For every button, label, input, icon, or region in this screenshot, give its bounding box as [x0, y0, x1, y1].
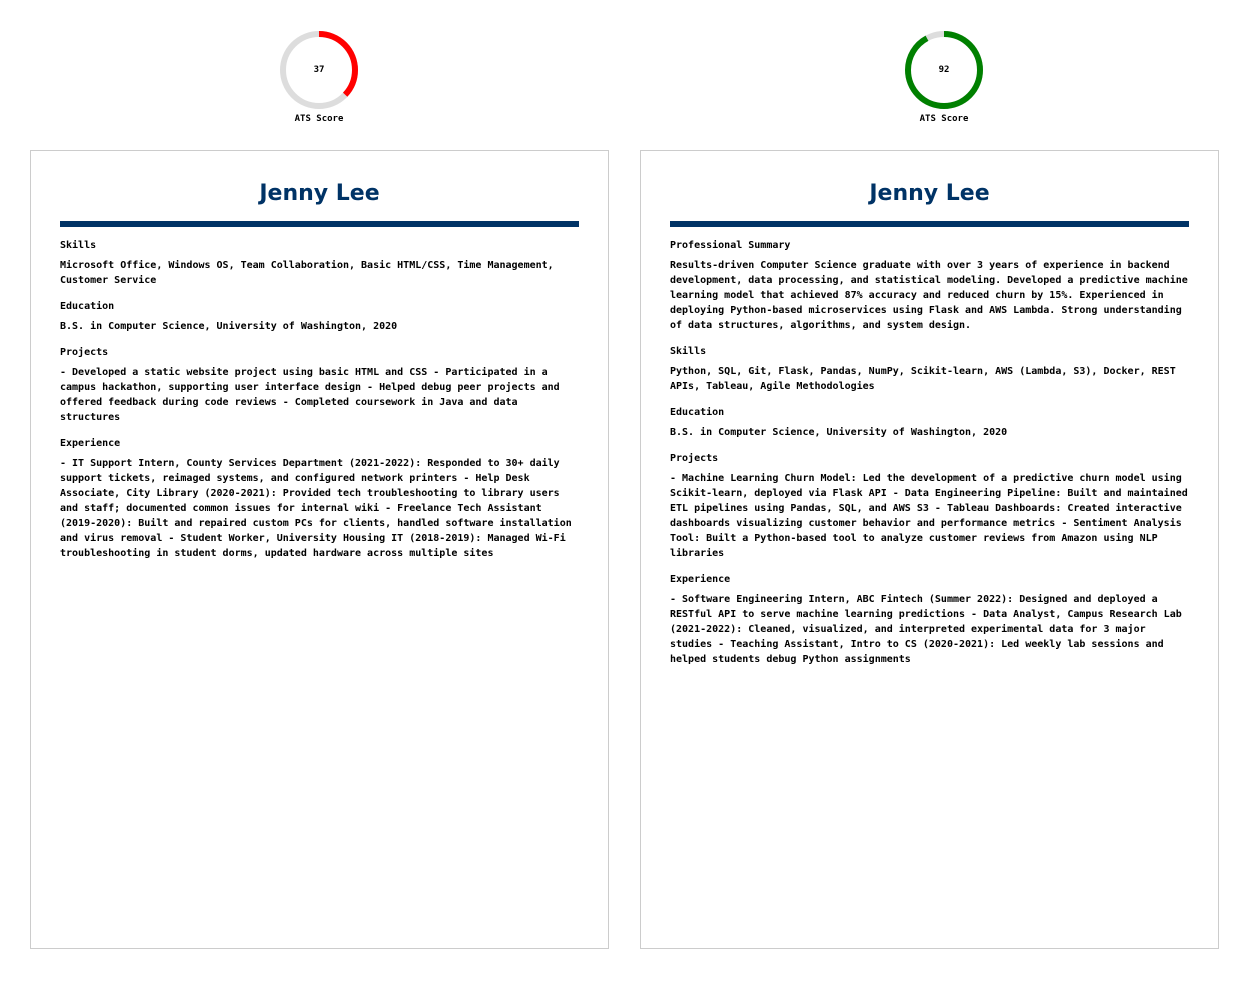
resume-optimized	[640, 150, 1219, 949]
section-text: - Developed a static website project using basic HTML and CSS - Participated in a campus hackathon, supporting user interface design - Helped debug peer projects and offered feedback during code reviews - Completed coursework in Java and data structures	[60, 367, 560, 423]
section-title: Projects	[670, 453, 719, 464]
section-text: - Machine Learning Churn Model: Led the development of a predictive churn model using Scikit-learn, deployed via Flask API - Data Engineering Pipeline: Built and maintained ETL pipelines using Pandas, SQL, and AWS S3 - Tableau Dashboards: Created interactive dashboards visualizing customer behavior and performance metrics - Sentiment Analysis Tool: Built a Python-based tool to analyze customer reviews from Amazon using NLP libraries	[670, 473, 1188, 559]
score-value: 92	[938, 65, 950, 75]
section-title: Skills	[60, 240, 97, 251]
resume-name: Jenny Lee	[259, 181, 380, 206]
section-text: B.S. in Computer Science, University of Washington, 2020	[60, 321, 398, 332]
section-title: Skills	[670, 346, 707, 357]
score-label: ATS Score	[919, 114, 969, 124]
ats-score-gauge-strong	[884, 29, 1004, 124]
score-ring	[278, 29, 360, 111]
section-text: B.S. in Computer Science, University of Washington, 2020	[670, 427, 1008, 438]
resume-name: Jenny Lee	[869, 181, 990, 206]
section-projects	[60, 345, 579, 425]
section-text: - IT Support Intern, County Services Department (2021-2022): Responded to 30+ daily support tickets, reimaged systems, and configured network printers - Help Desk Associate, City Library (2020-2021): Provided tech troubleshooting to library users and staff; documented common issues for internal wiki - Freelance Tech Assistant (2019-2020): Built and repaired custom PCs for clients, handled software installation and virus removal - Student Worker, University Housing IT (2018-2019): Managed Wi-Fi troubleshooting in student dorms, updated hardware across multiple sites	[60, 458, 572, 559]
section-education	[670, 405, 1189, 440]
section-title: Projects	[60, 347, 109, 358]
section-projects	[670, 451, 1189, 561]
ats-score-gauge-weak	[259, 29, 379, 124]
section-experience	[670, 572, 1189, 667]
score-value: 37	[313, 65, 325, 75]
section-experience	[60, 436, 579, 561]
section-text: Microsoft Office, Windows OS, Team Collaboration, Basic HTML/CSS, Time Management, Customer Service	[60, 260, 554, 286]
name-divider	[60, 221, 579, 227]
section-skills	[60, 238, 579, 288]
section-title: Professional Summary	[670, 240, 791, 251]
section-title: Experience	[670, 574, 731, 585]
section-text: Results-driven Computer Science graduate with over 3 years of experience in backend development, data processing, and statistical modeling. Developed a predictive machine learning model that achieved 87% accuracy and reduced churn by 15%. Experienced in deploying Python-based microservices using Flask and AWS Lambda. Strong understanding of data structures, algorithms, and system design.	[670, 260, 1188, 331]
section-professional-summary	[670, 238, 1189, 333]
section-skills	[670, 344, 1189, 394]
section-education	[60, 299, 579, 334]
section-title: Education	[670, 407, 725, 418]
score-ring	[903, 29, 985, 111]
score-label: ATS Score	[294, 114, 344, 124]
section-title: Education	[60, 301, 115, 312]
resume-original	[30, 150, 609, 949]
section-text: - Software Engineering Intern, ABC Fintech (Summer 2022): Designed and deployed a RESTful API to serve machine learning predictions - Data Analyst, Campus Research Lab (2021-2022): Cleaned, visualized, and interpreted experimental data for 3 major studies - Teaching Assistant, Intro to CS (2020-2021): Led weekly lab sessions and helped students debug Python assignments	[670, 594, 1182, 665]
section-text: Python, SQL, Git, Flask, Pandas, NumPy, Scikit-learn, AWS (Lambda, S3), Docker, REST APIs, Tableau, Agile Methodologies	[670, 366, 1176, 392]
section-title: Experience	[60, 438, 121, 449]
name-divider	[670, 221, 1189, 227]
